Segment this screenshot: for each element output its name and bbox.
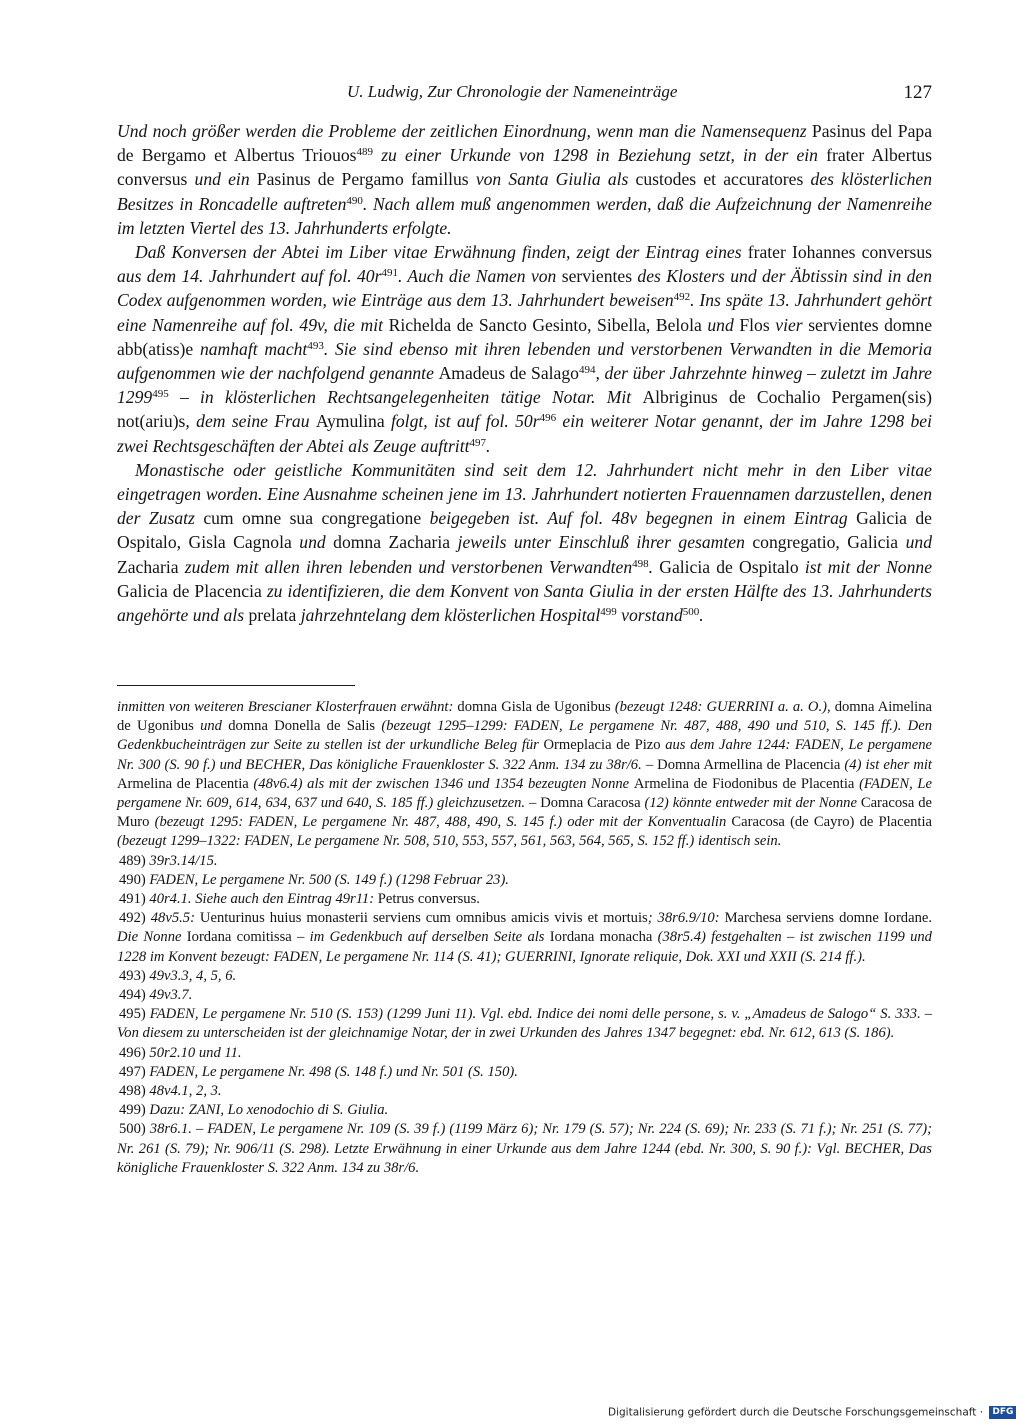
source-text: Iordana monacha <box>549 929 653 946</box>
text-run: Daß Konversen der Abtei im Liber vitae Erwähnung finden, zeigt der Eintrag eines <box>135 242 748 263</box>
source-text: 490) <box>119 871 150 888</box>
footnote <box>117 1005 932 1043</box>
running-header <box>117 82 932 110</box>
text-run: . Nach allem muß angenommen werden, daß die Aufzeichnung der Namenreihe im letzten Viertel des 13. Jahrhunderts erfolgte. <box>117 193 932 238</box>
text-run: (38r5.4) festgehalten – ist zwischen 1199 und 1228 im Konvent bezeugt: FADEN, Le pergamene Nr. 114 (S. 41); GUERRINI, Ignorate reliquie, Dok. XXI und XXII (S. 214 ff.). <box>117 929 932 965</box>
text-run: . <box>485 435 491 456</box>
text-run: zudem mit allen ihren lebenden und verstorbenen Verwandten <box>178 556 633 577</box>
text-run: 50r2.10 und 11. <box>149 1044 242 1061</box>
text-run: jeweils unter Einschluß ihrer gesamten <box>450 532 753 553</box>
source-text: Pasinus de Pergamo famillus <box>256 169 469 190</box>
source-text: Marchesa serviens domne Iordane. <box>724 910 932 927</box>
body-text <box>117 119 932 627</box>
text-run: 48v5.5: <box>150 910 200 927</box>
text-run: . Auch die Namen von <box>397 266 562 287</box>
footnote-ref: 490 <box>346 194 363 207</box>
footnote-ref: 496 <box>539 412 557 425</box>
source-text: 498) <box>119 1083 150 1100</box>
source-text: 499) <box>119 1102 150 1119</box>
footnote <box>117 909 932 967</box>
footnote-ref: 493 <box>307 339 324 352</box>
source-text: Aymulina <box>315 411 385 432</box>
text-run: (12) könnte entweder mit der Nonne <box>640 795 861 812</box>
source-text: frater Albertus conversus <box>117 145 932 190</box>
source-text: Ormeplacia de Pizo <box>543 737 661 754</box>
text-run: . Sie sind ebenso mit ihren lebenden und verstorbenen Verwandten in die Memoria aufgenommen wie der nachfolgend genannte <box>117 338 932 384</box>
text-run: . Ins späte 13. Jahrhundert gehört eine Namenreihe auf fol. 49v, die mit <box>117 290 932 335</box>
source-text: Armelina de Placentia <box>117 775 249 792</box>
text-run: 40r4.1. Siehe auch den Eintrag 49r11: <box>149 891 378 908</box>
text-run: beigegeben ist. Auf fol. 48v begegnen in einem Eintrag <box>421 508 857 529</box>
footnote <box>117 1120 932 1178</box>
footnote-rule <box>117 685 355 686</box>
text-run: und <box>291 532 334 553</box>
footnote <box>117 1063 932 1082</box>
source-text: Zacharia <box>117 556 179 577</box>
source-text: servientes domne abb(atiss)e <box>117 314 933 359</box>
source-text: Iordana comitissa <box>186 929 292 946</box>
credit-text: Digitalisierung gefördert durch die Deutsche Forschungsgemeinschaft · <box>608 1406 984 1419</box>
text-run: – im Gedenkbuch auf derselben Seite als <box>291 929 550 946</box>
footnote-ref: 497 <box>469 436 486 449</box>
source-text: Armelina de Fiodonibus de Placentia <box>633 775 855 792</box>
source-text: Caracosa de Muro <box>117 795 933 831</box>
source-text: 491) <box>119 891 150 908</box>
source-text: Galicia de Ospitalo <box>659 556 799 577</box>
text-run: 38r6.1. – FADEN, Le pergamene Nr. 109 (S. 39 f.) (1199 März 6); Nr. 179 (S. 57); Nr. 224 (S. 69); Nr. 233 (S. 71 f.); Nr. 251 (S. 77); Nr. 261 (S. 79); Nr. 906/11 (S. 298). Letzte Erwähnung in einer Urkunde aus dem Jahre 1244 (ebd. Nr. 300, S. 90 f.): Vgl. BECHER, Das königliche Frauenkloster S. 322 Anm. 134 zu 38r/6. <box>117 1121 932 1176</box>
source-text: frater Iohannes conversus <box>747 242 933 263</box>
text-run: (bezeugt 1295: FADEN, Le pergamene Nr. 487, 488, 490, S. 145 f.) oder mit der Konventualin <box>149 814 732 831</box>
footnote <box>117 871 932 890</box>
footnote <box>117 986 932 1005</box>
text-run: – in klösterlichen Rechtsangelegenheiten tätige Notar. Mit <box>168 387 643 408</box>
digitization-credit <box>608 1406 1014 1422</box>
source-text: 494) <box>119 987 150 1004</box>
source-text: Uenturinus huius monasterii serviens cum omnibus amicis vivis et mortuis <box>199 910 648 927</box>
footnote-ref: 492 <box>673 291 691 304</box>
source-text: Petrus conversus. <box>377 891 480 908</box>
footnote-ref: 499 <box>600 606 617 619</box>
page-number: 127 <box>903 82 932 103</box>
source-text: domna Donella de Salis <box>228 718 376 735</box>
text-run: und <box>701 314 740 335</box>
text-run: zu einer Urkunde von 1298 in Beziehung setzt, in der ein <box>373 145 827 166</box>
text-run: Monastische oder geistliche Kommunitäten sind seit dem 12. Jahrhundert nicht mehr in den Liber vitae eingetragen worden. Eine Ausnahme scheinen jene im 13. Jahrhundert notierten Frauennamen darzustellen, denen der Zusatz <box>117 459 932 529</box>
text-run: , dem seine Frau <box>185 411 316 432</box>
paragraph <box>117 458 932 627</box>
text-run: FADEN, Le pergamene Nr. 498 (S. 148 f.) und Nr. 501 (S. 150). <box>149 1063 518 1080</box>
text-run: des Klosters und der Äbtissin sind in den Codex aufgenommen worden, wie Einträge aus dem 13. Jahrhundert beweisen <box>117 266 932 311</box>
source-text: Domna Caracosa <box>540 795 641 812</box>
dfg-logo: DFG <box>989 1406 1016 1419</box>
text-run: Und noch größer werden die Probleme der zeitlichen Einordnung, wenn man die Namensequenz <box>117 121 812 141</box>
text-run: 49v3.7. <box>149 987 193 1004</box>
footnote <box>117 1082 932 1101</box>
text-run: (bezeugt 1299–1322: FADEN, Le pergamene Nr. 508, 510, 553, 557, 561, 563, 564, 565, S. 152 ff.) identisch sein. <box>117 833 782 850</box>
text-run: Die Nonne <box>117 929 187 946</box>
text-run: Dazu: ZANI, Lo xenodochio di S. Giulia. <box>149 1102 389 1119</box>
footnotes <box>117 698 932 1178</box>
text-run: (48v6.4) als mit der zwischen 1346 und 1354 bezeugten Nonne <box>248 775 634 792</box>
text-run: FADEN, Le pergamene Nr. 510 (S. 153) (1299 Juni 11). Vgl. ebd. Indice dei nomi delle persone, s. v. „Amadeus de Salogo“ S. 333. – Von diesem zu unterscheiden ist der gleichnamige Notar, der in zwei Urkunden des Jahres 1347 begegnet: ebd. Nr. 612, 613 (S. 186). <box>117 1006 933 1042</box>
source-text: Galicia de Placencia <box>117 580 262 601</box>
source-text: 495) <box>119 1006 150 1023</box>
text-run: vier <box>769 314 809 335</box>
text-run: aus dem Jahre 1244: FADEN, Le pergamene Nr. 300 (S. 90 f.) und BECHER, Das königliche Frauenkloster S. 322 Anm. 134 zu 38r/6. – <box>117 737 932 773</box>
text-run: (bezeugt 1295–1299: FADEN, Le pergamene Nr. 487, 488, 490 und 510, S. 145 ff.). Den Gedenkbucheinträgen zur Seite zu stellen ist der urkundliche Beleg für <box>117 718 932 754</box>
text-run: ist mit der Nonne <box>798 556 933 577</box>
text-run: von Santa Giulia als <box>468 169 636 190</box>
text-run: aus dem 14. Jahrhundert auf fol. 40r <box>117 266 382 287</box>
text-run: (4) ist eher mit <box>840 756 932 773</box>
text-run: ; 38r6.9/10: <box>647 910 725 927</box>
source-text: Domna Armellina de Placencia <box>657 756 841 773</box>
text-run: folgt, ist auf fol. 50r <box>384 411 540 432</box>
source-text: 489) <box>119 852 150 869</box>
text-run: und ein <box>187 169 257 190</box>
source-text: 492) <box>119 910 151 927</box>
text-run: ein weiterer Notar genannt, der im Jahre 1298 bei zwei Rechtsgeschäften der Abtei als Zeuge auftritt <box>117 411 932 456</box>
source-text: Albriginus de Cochalio Pergamen(sis) not(ariu)s <box>117 387 932 432</box>
source-text: 500) <box>119 1121 150 1138</box>
source-text: domna Zacharia <box>333 532 451 553</box>
source-text: domna Aimelina de Ugonibus <box>117 699 933 735</box>
paragraph <box>117 119 932 240</box>
text-run: des klösterlichen Besitzes in Roncadelle auftreten <box>117 169 932 214</box>
text-run: 48v4.1, 2, 3. <box>149 1083 222 1100</box>
text-run: 49v3.3, 4, 5, 6. <box>149 967 237 984</box>
footnote-ref: 498 <box>632 557 649 570</box>
footnote <box>117 1044 932 1063</box>
text-run: (bezeugt 1248: GUERRINI a. a. O.), <box>610 699 835 715</box>
text-run: inmitten von weiteren Brescianer Klosterfrauen erwähnt: <box>117 699 458 715</box>
footnote-ref: 494 <box>578 364 596 377</box>
source-text: servientes <box>561 266 633 287</box>
source-text: Richelda de Sancto Gesinto, Sibella, Belola <box>388 314 702 335</box>
footnote <box>117 967 932 986</box>
source-text: domna Gisla de Ugonibus <box>457 699 611 715</box>
footnote <box>117 852 932 871</box>
text-run: 39r3.14/15. <box>149 852 218 869</box>
text-run: . <box>648 556 660 577</box>
footnote <box>117 1101 932 1120</box>
source-text: cum omne sua congregatione <box>203 508 422 529</box>
text-run: . <box>699 605 704 626</box>
paragraph <box>117 240 932 458</box>
source-text: 497) <box>119 1063 150 1080</box>
text-run: FADEN, Le pergamene Nr. 500 (S. 149 f.) (1298 Februar 23). <box>149 871 509 888</box>
footnote-ref: 495 <box>152 388 169 401</box>
source-text: Caracosa (de Cayro) de Placentia <box>731 814 932 831</box>
text-run: vorstand <box>616 605 683 626</box>
text-run: und <box>898 532 932 553</box>
source-text: congregatio, Galicia <box>752 532 899 553</box>
running-title: U. Ludwig, Zur Chronologie der Nameneinträge <box>347 82 678 101</box>
footnote-continuation <box>117 698 932 852</box>
text-run: (FADEN, Le pergamene Nr. 609, 614, 634, 637 und 640, S. 185 ff.) gleichzusetzen. – <box>117 775 932 812</box>
source-text: Amadeus de Salago <box>438 363 579 384</box>
text-run: zu identifizieren, die dem Konvent von Santa Giulia in der ersten Hälfte des 13. Jahrhunderts angehörte und als <box>117 580 932 626</box>
source-text: 493) <box>119 967 150 984</box>
source-text: Flos <box>739 314 770 335</box>
source-text: Pasinus del Papa de Bergamo et Albertus Triouos <box>117 121 932 166</box>
footnote-ref: 500 <box>682 606 700 619</box>
text-run: und <box>193 718 229 735</box>
text-run: namhaft macht <box>193 338 308 359</box>
text-run: jahrzehntelang dem klösterlichen Hospital <box>296 605 601 626</box>
source-text: 496) <box>119 1044 150 1061</box>
source-text: prelata <box>248 605 297 626</box>
footnote <box>117 890 932 909</box>
footnote-list <box>117 852 932 1178</box>
footnote-ref: 489 <box>356 146 374 159</box>
source-text: Galicia de Ospitalo, Gisla Cagnola <box>117 508 932 553</box>
text-run: , der über Jahrzehnte hinweg – zuletzt im Jahre 1299 <box>117 363 932 408</box>
footnote-ref: 491 <box>381 267 398 280</box>
source-text: custodes et accuratores <box>635 169 804 190</box>
